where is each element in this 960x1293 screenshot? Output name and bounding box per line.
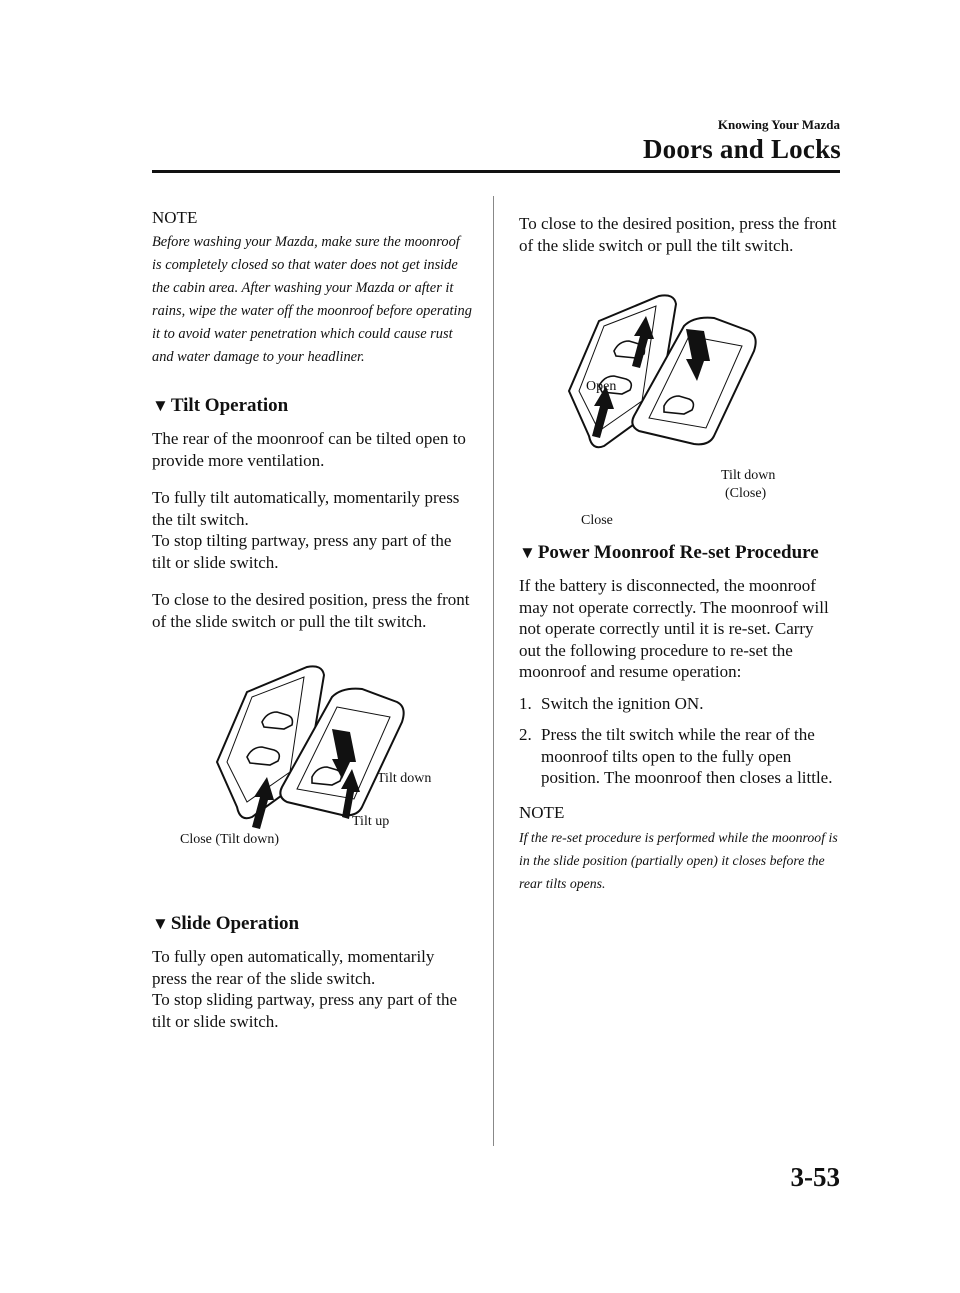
header-section: Knowing Your Mazda — [717, 117, 840, 132]
page-title: Doors and Locks — [642, 134, 841, 164]
left-column — [152, 208, 472, 1032]
slide-switch-figure — [519, 256, 839, 541]
label-tilt-up: Tilt up — [352, 814, 390, 829]
list-item-text: Press the tilt switch while the rear of the moonroof tilts open to the fully open position. The moonroof then closes a little. — [541, 725, 833, 787]
tilt-switch-figure — [152, 632, 472, 912]
label-close-tilt-down: Close (Tilt down) — [180, 832, 280, 847]
slide-operation-heading-text: Slide Operation — [170, 913, 300, 934]
tilt-paragraph-1: The rear of the moonroof can be tilted open to provide more ventilation. — [152, 429, 466, 470]
label-tilt-down: Tilt down — [377, 771, 432, 786]
right-column — [519, 213, 839, 895]
note-label: NOTE — [152, 208, 198, 227]
tilt-operation-heading — [152, 394, 472, 418]
reset-procedure-heading — [519, 541, 839, 565]
triangle-icon: ▼ — [152, 396, 169, 415]
note-label: NOTE — [519, 802, 565, 822]
list-item-number: 2. — [519, 725, 532, 744]
tilt-paragraph-2b: To stop tilting partway, press any part of the tilt or slide switch. — [152, 531, 452, 572]
label-tilt-down-close: (Close) — [725, 486, 767, 501]
tilt-paragraph-2a: To fully tilt automatically, momentarily press the tilt switch. — [152, 488, 460, 529]
note-text: If the re-set procedure is performed while the moonroof is in the slide position (partially open) it closes before the rear tilts opens. — [519, 829, 838, 891]
list-item-number: 1. — [519, 693, 532, 713]
triangle-icon: ▼ — [152, 914, 169, 933]
column-divider — [493, 196, 494, 1146]
label-tilt-down: Tilt down — [721, 468, 776, 483]
reset-procedure-heading-text: Power Moonroof Re-set Procedure — [537, 542, 819, 563]
slide-operation-heading — [152, 912, 472, 936]
page-number: 3-53 — [790, 1162, 840, 1192]
list-item — [519, 693, 839, 715]
tilt-operation-heading-text: Tilt Operation — [170, 395, 289, 416]
reset-paragraph: If the battery is disconnected, the moonroof may not operate correctly. The moonroof will not operate correctly until it is re-set. Carry out the following procedure to re-set the moonroof and resume operation: — [519, 576, 829, 681]
list-item-text: Switch the ignition ON. — [541, 693, 704, 713]
note-text: Before washing your Mazda, make sure the moonroof is completely closed so that water does not get inside the cabin area. After washing your Mazda or after it rains, wipe the water off the moonroof before operating it to avoid water penetration which could cause rust and water damage to your headliner. — [152, 234, 472, 365]
label-open: Open — [586, 379, 617, 394]
triangle-icon: ▼ — [519, 543, 536, 562]
header-rule — [152, 170, 840, 173]
tilt-paragraph-3: To close to the desired position, press the front of the slide switch or pull the tilt switch. — [152, 590, 470, 631]
label-close: Close — [581, 513, 613, 528]
slide-switch-illustration — [519, 281, 839, 481]
slide-paragraph-1a: To fully open automatically, momentarily press the rear of the slide switch. — [152, 947, 435, 988]
close-paragraph: To close to the desired position, press the front of the slide switch or pull the tilt switch. — [519, 214, 837, 255]
list-item — [519, 724, 839, 789]
slide-paragraph-1b: To stop sliding partway, press any part of the tilt or slide switch. — [152, 990, 458, 1031]
